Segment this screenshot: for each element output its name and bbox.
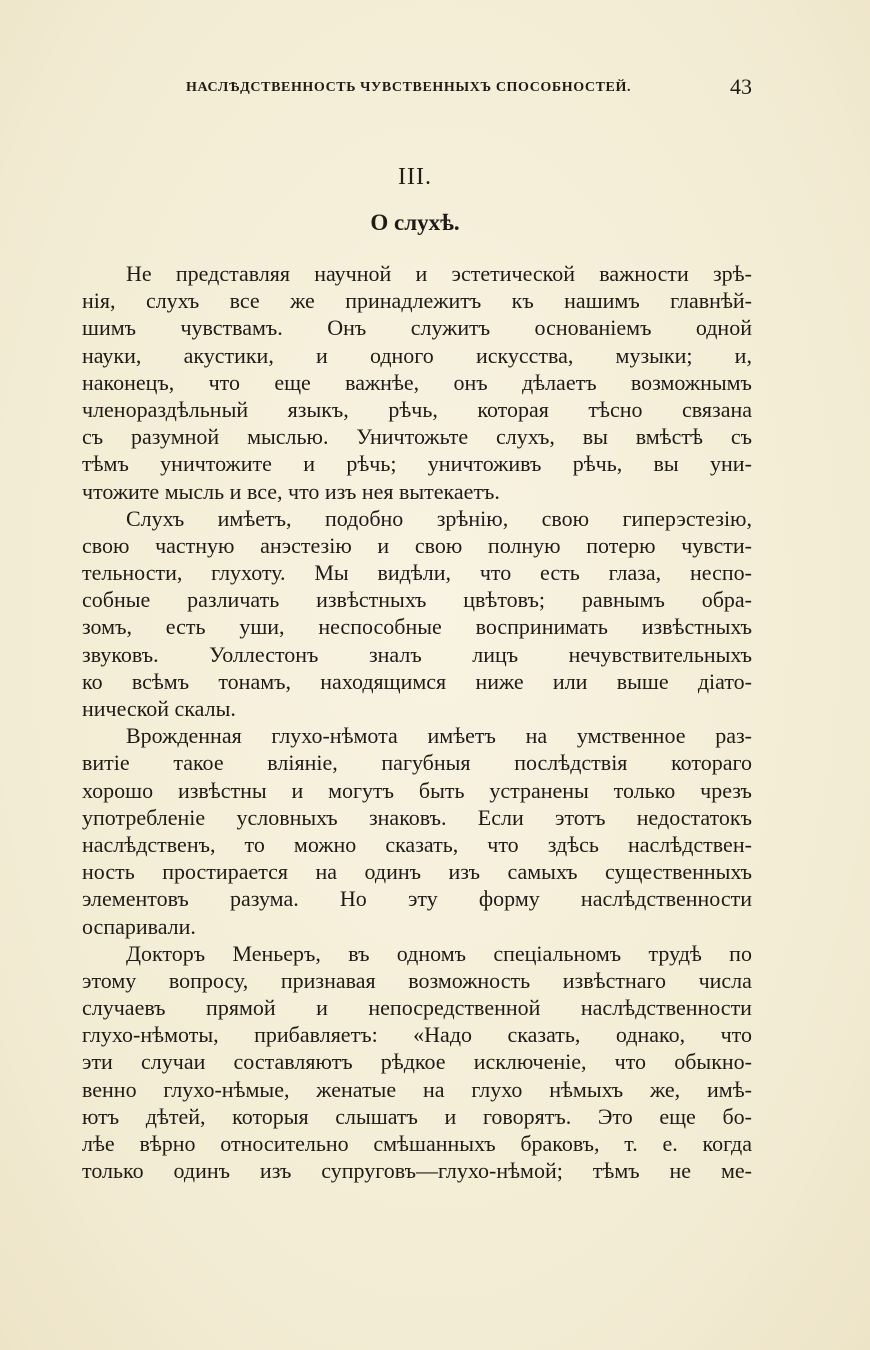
text-line: шимъ чувствамъ. Онъ служитъ основаніемъ одной xyxy=(82,315,752,341)
text-line: нія, слухъ все же принадлежитъ къ нашимъ главнѣй- xyxy=(82,288,752,314)
text-line: Слухъ имѣетъ, подобно зрѣнію, свою гиперэстезію, xyxy=(126,505,752,531)
section-title: О слухѣ. xyxy=(370,210,460,235)
text-line: случаевъ прямой и непосредственной наслѣдственности xyxy=(82,995,752,1021)
text-line: съ разумной мыслью. Уничтожьте слухъ, вы вмѣстѣ съ xyxy=(82,424,752,450)
text-line: Врожденная глухо-нѣмота имѣетъ на умственное раз- xyxy=(126,723,752,749)
text-line: эти случаи составляютъ рѣдкое исключеніе, что обыкно- xyxy=(82,1049,752,1075)
body-text xyxy=(82,260,752,1184)
text-line: лѣе вѣрно относительно смѣшанныхъ браковъ, т. е. когда xyxy=(82,1131,752,1156)
text-line: ность простирается на одинъ изъ самыхъ существенныхъ xyxy=(82,859,752,885)
text-line: хорошо извѣстны и могутъ быть устранены только чрезъ xyxy=(82,777,752,803)
text-line: Не представляя научной и эстетической важности зрѣ- xyxy=(126,261,752,286)
text-line: собные различать извѣстныхъ цвѣтовъ; равнымъ обра- xyxy=(82,587,752,613)
text-line: элементовъ разума. Но эту форму наслѣдственности xyxy=(82,886,752,912)
text-line: наслѣдственъ, то можно сказать, что здѣсь наслѣдствен- xyxy=(82,831,752,857)
text-line: ко всѣмъ тонамъ, находящимся ниже или выше діато- xyxy=(82,668,752,694)
text-line: зомъ, есть уши, неспособные воспринимать извѣстныхъ xyxy=(82,614,752,640)
page-number: 43 xyxy=(730,74,752,99)
text-line: наконецъ, что еще важнѣе, онъ дѣлаетъ возможнымъ xyxy=(82,369,752,395)
text-line: свою частную анэстезію и свою полную потерю чувсти- xyxy=(82,532,752,558)
text-line: звуковъ. Уоллестонъ зналъ лицъ нечувствительныхъ xyxy=(82,641,752,667)
text-line: чтожите мысль и все, что изъ нея вытекаетъ. xyxy=(82,478,500,504)
text-line: Докторъ Меньеръ, въ одномъ спеціальномъ трудѣ по xyxy=(126,940,752,966)
text-line: употребленіе условныхъ знаковъ. Если этотъ недостатокъ xyxy=(82,804,752,830)
running-title: НАСЛѢДСТВЕННОСТЬ ЧУВСТВЕННЫХЪ СПОСОБНОСТЕЙ. xyxy=(186,80,632,95)
text-line: членораздѣльный языкъ, рѣчь, которая тѣсно связана xyxy=(82,396,752,422)
text-line: науки, акустики, и одного искусства, музыки; и, xyxy=(82,342,752,368)
text-line: венно глухо-нѣмые, женатые на глухо нѣмыхъ же, имѣ- xyxy=(82,1076,752,1102)
text-line: витіе такое вліяніе, пагубныя послѣдствія котораго xyxy=(82,750,752,776)
section-number: III. xyxy=(398,164,432,190)
text-line: только одинъ изъ супруговъ—глухо-нѣмой; тѣмъ не ме- xyxy=(82,1158,752,1184)
running-header xyxy=(82,74,752,104)
text-line: тѣмъ уничтожите и рѣчь; уничтоживъ рѣчь, вы уни- xyxy=(82,451,752,477)
text-line: оспаривали. xyxy=(82,913,196,939)
text-line: этому вопросу, признавая возможность извѣстнаго числа xyxy=(82,967,752,993)
text-line: ютъ дѣтей, которыя слышатъ и говорятъ. Это еще бо- xyxy=(82,1103,752,1129)
text-line: нической скалы. xyxy=(82,696,236,721)
text-line: глухо-нѣмоты, прибавляетъ: «Надо сказать, однако, что xyxy=(82,1022,752,1048)
text-line: тельности, глухоту. Мы видѣли, что есть глаза, неспо- xyxy=(82,560,752,586)
